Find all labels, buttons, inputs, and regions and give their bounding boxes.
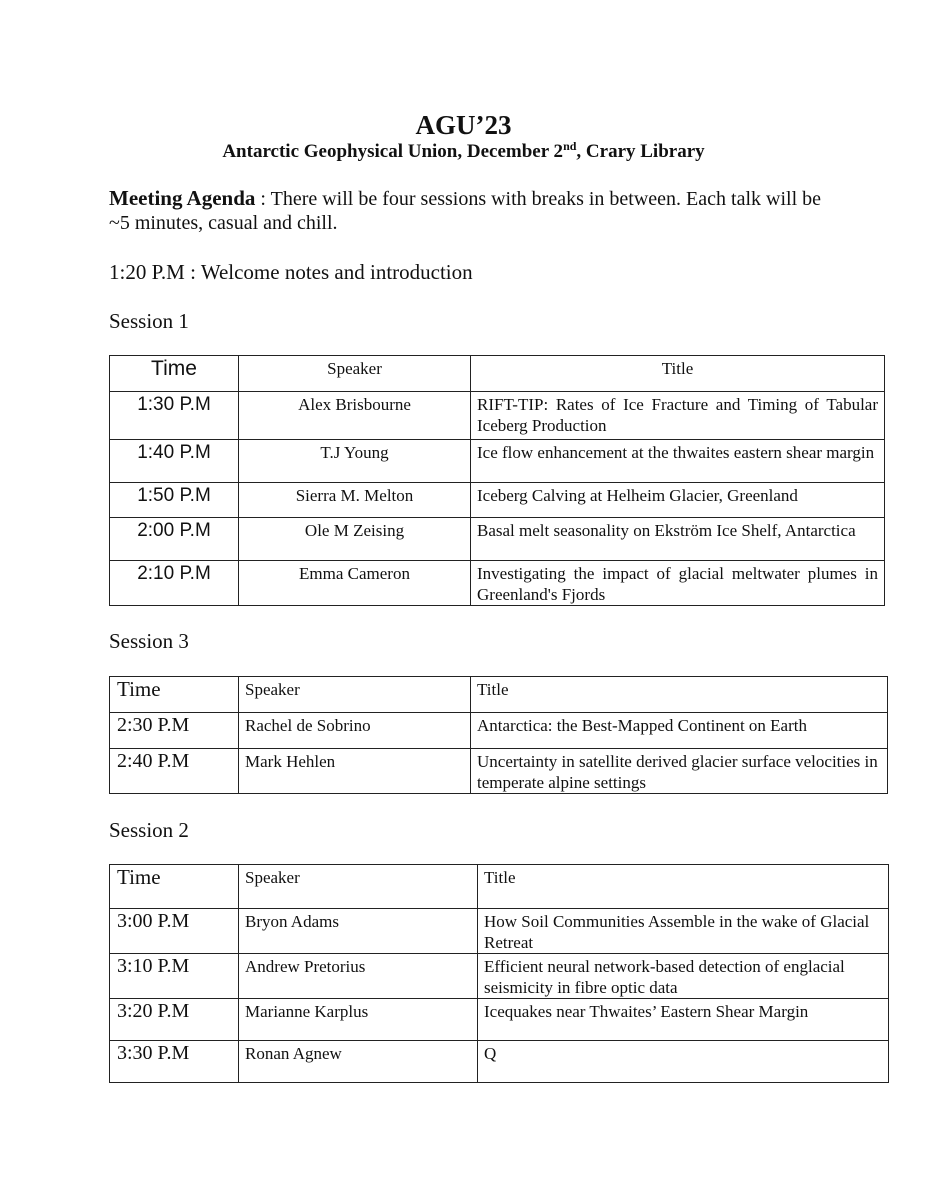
speaker-cell: Bryon Adams	[239, 909, 478, 954]
time-cell: 2:10 P.M	[110, 561, 239, 606]
session-label: Session 2	[109, 818, 189, 842]
title-cell: How Soil Communities Assemble in the wake of Glacial Retreat	[478, 909, 889, 954]
time-cell: 3:10 P.M	[110, 954, 239, 999]
time-cell: 2:00 P.M	[110, 518, 239, 561]
table-row	[110, 954, 889, 999]
table-row	[110, 483, 885, 518]
table-row	[110, 749, 888, 794]
speaker-cell: Andrew Pretorius	[239, 954, 478, 999]
session-table	[109, 864, 889, 1083]
title-cell: Antarctica: the Best-Mapped Continent on Earth	[471, 713, 888, 749]
session-label: Session 1	[109, 309, 189, 333]
table-header-row	[110, 865, 889, 909]
title-cell: RIFT-TIP: Rates of Ice Fracture and Timing of Tabular Iceberg Production	[471, 392, 885, 440]
table-row	[110, 518, 885, 561]
welcome-line: 1:20 P.M : Welcome notes and introduction	[109, 260, 473, 284]
page-title: AGU’23	[415, 110, 512, 140]
header-cell-time: Time	[110, 677, 239, 713]
session-table	[109, 355, 885, 606]
title-cell: Q	[478, 1041, 889, 1083]
speaker-cell: T.J Young	[239, 440, 471, 483]
time-cell: 1:50 P.M	[110, 483, 239, 518]
title-cell: Efficient neural network-based detection of englacial seismicity in fibre optic data	[478, 954, 889, 999]
header-cell-speaker: Speaker	[239, 865, 478, 909]
time-cell: 1:30 P.M	[110, 392, 239, 440]
table-row	[110, 999, 889, 1041]
session-table	[109, 676, 888, 794]
title-cell: Uncertainty in satellite derived glacier surface velocities in temperate alpine settings	[471, 749, 888, 794]
table-row	[110, 909, 889, 954]
time-cell: 1:40 P.M	[110, 440, 239, 483]
time-cell: 3:00 P.M	[110, 909, 239, 954]
table-row	[110, 561, 885, 606]
subtitle-superscript: nd	[563, 139, 577, 153]
header-cell-title: Title	[471, 677, 888, 713]
title-cell: Iceberg Calving at Helheim Glacier, Greenland	[471, 483, 885, 518]
title-cell: Basal melt seasonality on Ekström Ice Shelf, Antarctica	[471, 518, 885, 561]
title-cell: Investigating the impact of glacial meltwater plumes in Greenland's Fjords	[471, 561, 885, 606]
speaker-cell: Marianne Karplus	[239, 999, 478, 1041]
speaker-cell: Sierra M. Melton	[239, 483, 471, 518]
header-cell-title: Title	[471, 356, 885, 392]
page-subtitle	[0, 140, 927, 164]
agenda-label: Meeting Agenda	[109, 186, 256, 210]
time-cell: 3:20 P.M	[110, 999, 239, 1041]
time-cell: 2:30 P.M	[110, 713, 239, 749]
title-cell: Icequakes near Thwaites’ Eastern Shear Margin	[478, 999, 889, 1041]
header-cell-speaker: Speaker	[239, 677, 471, 713]
table-row	[110, 1041, 889, 1083]
header-cell-title: Title	[478, 865, 889, 909]
subtitle-tail: , Crary Library	[576, 141, 705, 162]
table-header-row	[110, 677, 888, 713]
subtitle-main: Antarctic Geophysical Union, December 2	[222, 141, 564, 162]
agenda-paragraph	[109, 186, 829, 235]
speaker-cell: Ronan Agnew	[239, 1041, 478, 1083]
header-cell-speaker: Speaker	[239, 356, 471, 392]
time-cell: 2:40 P.M	[110, 749, 239, 794]
speaker-cell: Rachel de Sobrino	[239, 713, 471, 749]
header-cell-time: Time	[110, 356, 239, 392]
table-header-row	[110, 356, 885, 392]
speaker-cell: Ole M Zeising	[239, 518, 471, 561]
agenda-text: : There will be four sessions with breaks in between. Each talk will be ~5 minutes, casual and chill.	[109, 188, 822, 234]
speaker-cell: Mark Hehlen	[239, 749, 471, 794]
title-cell: Ice flow enhancement at the thwaites eastern shear margin	[471, 440, 885, 483]
table-row	[110, 440, 885, 483]
session-label: Session 3	[109, 629, 189, 653]
time-cell: 3:30 P.M	[110, 1041, 239, 1083]
speaker-cell: Alex Brisbourne	[239, 392, 471, 440]
header-cell-time: Time	[110, 865, 239, 909]
speaker-cell: Emma Cameron	[239, 561, 471, 606]
table-row	[110, 392, 885, 440]
table-row	[110, 713, 888, 749]
